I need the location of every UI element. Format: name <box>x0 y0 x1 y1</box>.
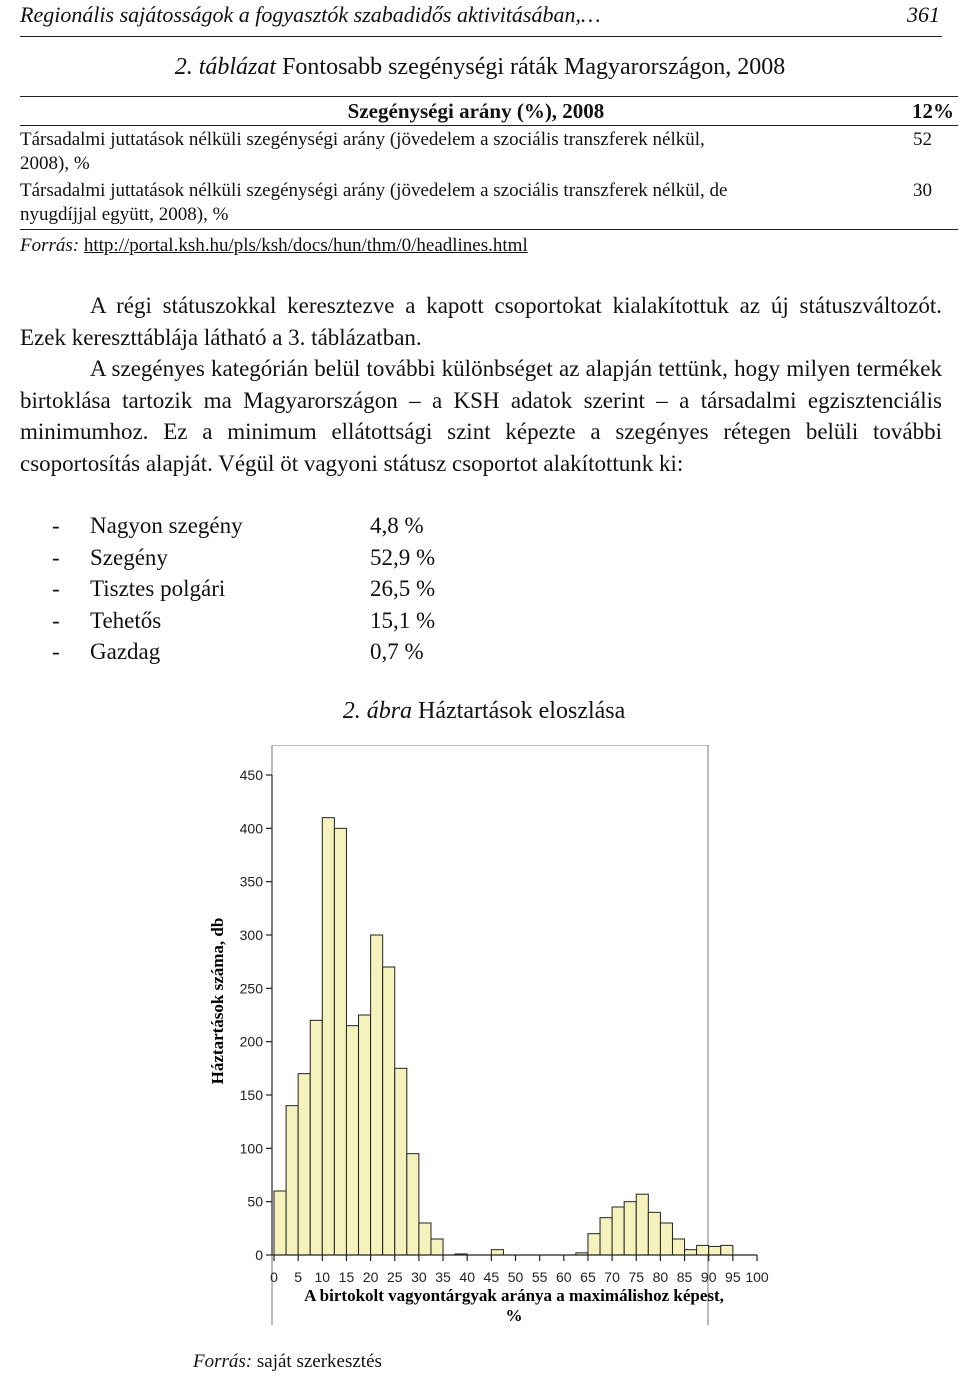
histogram-bar <box>612 1207 624 1255</box>
list-item <box>52 542 472 574</box>
list-item-label: Szegény <box>90 544 168 570</box>
list-item <box>52 573 472 605</box>
x-tick-label: 0 <box>270 1269 278 1285</box>
x-tick-label: 60 <box>556 1269 572 1285</box>
list-item <box>52 510 472 542</box>
table-header-value: 12% <box>812 97 958 126</box>
histogram-bar <box>310 1020 322 1255</box>
list-dash: - <box>52 576 60 601</box>
y-tick-label: 300 <box>239 927 263 943</box>
histogram-bar <box>334 828 346 1255</box>
figure-source-label: Forrás: <box>193 1351 253 1372</box>
y-tick-label: 0 <box>255 1247 263 1263</box>
x-tick-label: 20 <box>362 1269 379 1285</box>
table-source-link[interactable]: http://portal.ksh.hu/pls/ksh/docs/hun/thm/0/headlines.html <box>83 235 528 256</box>
histogram-bar <box>322 818 334 1255</box>
figure-source <box>193 1351 382 1373</box>
histogram-chart <box>196 745 792 1339</box>
histogram-bar <box>648 1212 660 1255</box>
list-item-label: Gazdag <box>90 639 161 664</box>
histogram-bar <box>588 1234 600 1255</box>
histogram-bar <box>407 1154 419 1255</box>
histogram-bar <box>672 1239 684 1255</box>
x-tick-label: 45 <box>483 1269 500 1285</box>
list-item-label: Tehetős <box>90 607 162 633</box>
list-dash: - <box>52 544 60 570</box>
x-tick-label: 10 <box>314 1269 331 1285</box>
table-caption-label: 2. táblázat <box>174 54 277 80</box>
figure-caption-title: Háztartások eloszlása <box>418 698 626 724</box>
y-tick-label: 450 <box>239 767 263 783</box>
list-item-label: Nagyon szegény <box>90 513 243 538</box>
x-tick-label: 65 <box>580 1269 596 1285</box>
x-tick-label: 90 <box>700 1269 717 1285</box>
y-tick-label: 250 <box>239 980 263 997</box>
histogram-bar <box>660 1223 672 1255</box>
histogram-bar <box>431 1239 443 1255</box>
figure-source-text: saját szerkesztés <box>256 1351 382 1372</box>
table-row-label: Társadalmi juttatások nélküli szegénységi arány (jövedelem a szociális transzferek nélkül, 2008), % <box>20 129 705 174</box>
y-tick-label: 100 <box>239 1140 263 1157</box>
list-item-value: 4,8 % <box>370 513 424 538</box>
list-item <box>52 636 472 668</box>
x-tick-label: 40 <box>459 1269 475 1285</box>
figure-caption-label: 2. ábra <box>342 698 413 724</box>
x-tick-label: 70 <box>604 1269 620 1285</box>
y-tick-label: 200 <box>239 1033 263 1050</box>
histogram-bar <box>636 1194 648 1255</box>
histogram-bar <box>697 1245 709 1255</box>
table-caption-title: Fontosabb szegénységi ráták Magyarországon, 2008 <box>282 54 786 80</box>
status-list <box>52 510 472 668</box>
x-tick-label: 85 <box>676 1269 693 1285</box>
paragraph: A régi státuszokkal keresztezve a kapott csoportokat kialakítottuk az új státuszváltozót. Ezek kereszttáblája látható a 3. táblázatban. <box>20 293 942 350</box>
running-title: Regionális sajátosságok a fogyasztók szabadidős aktivitásában,… <box>20 2 601 27</box>
page-number: 361 <box>907 2 940 27</box>
y-tick-label: 400 <box>239 820 263 837</box>
paragraph: A szegényes kategórián belül további különbséget az alapján tettünk, hogy milyen termékek birtoklása tartozik ma Magyarországon – a KSH adatok szerint – a társadalmi egzisztenciális minimumhoz. Ez a minimum ellátottsági szint képezte a szegényes rétegen belüli további csoportosítás alapját. Végül öt vagyoni státusz csoportot alakítottunk ki: <box>20 356 942 476</box>
histogram-bar <box>600 1218 612 1255</box>
histogram-bar <box>346 1026 358 1255</box>
list-dash: - <box>52 513 60 538</box>
table-caption <box>0 54 960 81</box>
list-dash: - <box>52 607 60 633</box>
histogram-bar <box>298 1074 310 1255</box>
histogram-bar <box>371 935 383 1255</box>
histogram-bar <box>685 1250 697 1255</box>
x-axis-label: A birtokolt vagyontárgyak aránya a maximálishoz képest, % <box>304 1286 724 1325</box>
y-tick-label: 150 <box>239 1087 263 1103</box>
y-axis <box>240 767 272 1263</box>
histogram-bar <box>395 1068 407 1255</box>
list-item <box>52 605 472 637</box>
table-row <box>20 126 958 177</box>
list-item-value: 52,9 % <box>370 544 436 570</box>
table-row <box>20 176 958 230</box>
histogram-bar <box>419 1223 431 1255</box>
histogram-bar <box>383 967 395 1255</box>
body-text <box>20 290 942 479</box>
poverty-rate-table <box>20 96 958 230</box>
x-tick-label: 95 <box>725 1269 741 1285</box>
histogram-bar <box>491 1250 503 1255</box>
x-tick-label: 100 <box>745 1269 769 1285</box>
histogram-bar <box>359 1015 371 1255</box>
histogram-bar <box>286 1106 298 1255</box>
x-tick-label: 55 <box>531 1269 548 1285</box>
x-tick-label: 75 <box>628 1269 645 1285</box>
list-item-label: Tisztes polgári <box>90 576 226 601</box>
x-tick-label: 80 <box>652 1269 669 1285</box>
figure-caption <box>0 698 960 725</box>
x-tick-label: 35 <box>435 1269 451 1285</box>
histogram-bar <box>274 1191 286 1255</box>
y-tick-label: 350 <box>239 873 263 890</box>
table-source-label: Forrás: <box>20 235 80 256</box>
table-row-value: 52 <box>913 129 932 150</box>
table-header-label: Szegénységi arány (%), 2008 <box>20 97 812 126</box>
histogram-bar <box>709 1246 721 1255</box>
histogram-bar <box>624 1202 636 1255</box>
table-row-value: 30 <box>812 176 958 230</box>
x-tick-label: 30 <box>411 1269 427 1285</box>
running-header <box>20 0 942 37</box>
list-dash: - <box>52 639 60 664</box>
table-header-row <box>20 97 958 126</box>
histogram-bar <box>721 1245 733 1255</box>
table-row-label: Társadalmi juttatások nélküli szegénységi arány (jövedelem a szociális transzferek nélkül, de nyugdíjjal együtt, 2008), % <box>20 176 812 230</box>
x-tick-label: 25 <box>386 1269 403 1285</box>
y-axis-label: Háztartások száma, db <box>208 917 227 1085</box>
x-tick-label: 50 <box>507 1269 524 1285</box>
x-tick-label: 5 <box>294 1269 303 1285</box>
x-tick-label: 15 <box>338 1269 355 1285</box>
y-tick-label: 50 <box>247 1193 263 1210</box>
list-item-value: 26,5 % <box>370 576 436 601</box>
table-source <box>20 235 528 257</box>
list-item-value: 15,1 % <box>370 607 436 633</box>
list-item-value: 0,7 % <box>370 639 424 664</box>
